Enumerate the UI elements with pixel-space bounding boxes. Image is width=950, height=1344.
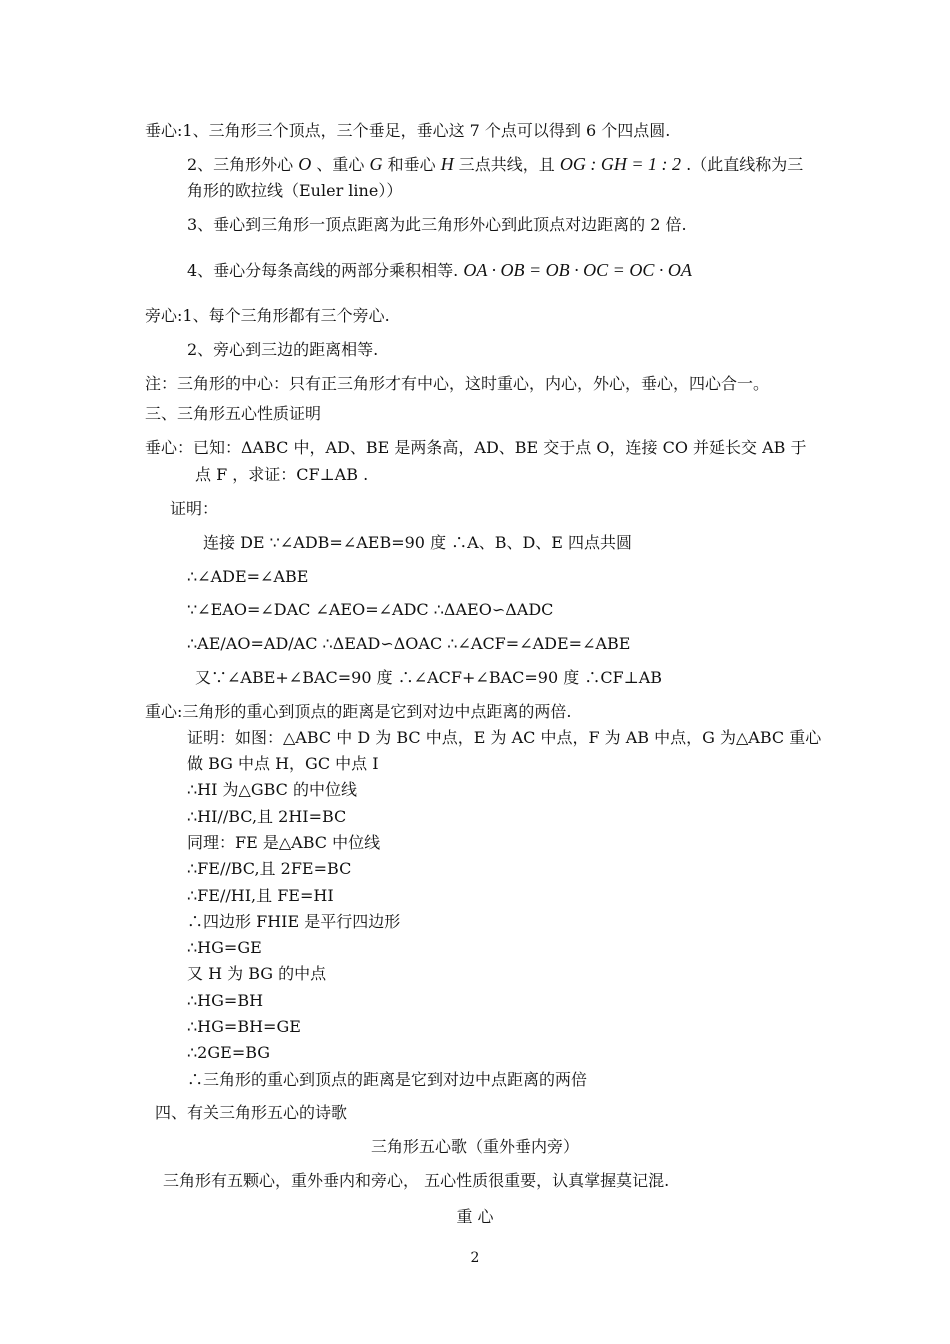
centroid-line: 做 BG 中点 H，GC 中点 I bbox=[187, 754, 379, 773]
var-O: O bbox=[298, 154, 312, 174]
centroid-line: ∴HG=BH bbox=[187, 991, 264, 1010]
centroid-line: ∴2GE=BG bbox=[187, 1043, 271, 1062]
poem-intro: 三角形有五颗心，重外垂内和旁心， 五心性质很重要，认真掌握莫记混. bbox=[163, 1171, 670, 1190]
proof-step-3: ∵∠EAO=∠DAC ∠AEO=∠ADC ∴ΔAEO∽ΔADC bbox=[187, 600, 554, 619]
centroid-line: ∴HG=BH=GE bbox=[187, 1017, 301, 1036]
poem-subtitle: 重 心 bbox=[456, 1207, 494, 1226]
centroid-line: 同理：FE 是△ABC 中位线 bbox=[187, 833, 381, 852]
section-4-title: 四、有关三角形五心的诗歌 bbox=[155, 1103, 348, 1122]
product-equation: OA · OB = OB · OC = OC · OA bbox=[463, 260, 692, 280]
centroid-line: ∴HI 为△GBC 的中位线 bbox=[187, 780, 358, 799]
centroid-title: 重心:三角形的重心到顶点的距离是它到对边中点距离的两倍. bbox=[145, 702, 572, 721]
orthocenter-prop-2-cont: 角形的欧拉线（Euler line）） bbox=[187, 181, 403, 200]
proof-step-2: ∴∠ADE=∠ABE bbox=[187, 567, 309, 586]
centroid-line: ∴HG=GE bbox=[187, 938, 262, 957]
centroid-line: ∴三角形的重心到顶点的距离是它到对边中点距离的两倍 bbox=[187, 1070, 588, 1089]
var-H: H bbox=[440, 154, 454, 174]
prop2-text-d: 三点共线，且 bbox=[458, 155, 555, 174]
centroid-line: ∴四边形 FHIE 是平行四边形 bbox=[187, 912, 401, 931]
ratio-formula: OG : GH = 1 : 2 bbox=[559, 154, 682, 174]
ortho-given-2: 点 F ，求证：CF⊥AB . bbox=[195, 465, 369, 484]
orthocenter-prop-4 bbox=[187, 259, 692, 282]
excenter-prop-2: 2、旁心到三边的距离相等. bbox=[187, 340, 379, 359]
centroid-line: ∴FE//HI,且 FE=HI bbox=[187, 886, 334, 905]
prop2-text-e: .（此直线称为三 bbox=[686, 155, 804, 174]
page-number: 2 bbox=[470, 1250, 480, 1266]
orthocenter-prop-3: 3、垂心到三角形一顶点距离为此三角形外心到此顶点对边距离的 2 倍. bbox=[187, 215, 687, 234]
prop4-text: 4、垂心分每条高线的两部分乘积相等. bbox=[187, 261, 459, 280]
proof-label: 证明： bbox=[170, 499, 219, 518]
centroid-line: ∴FE//BC,且 2FE=BC bbox=[187, 859, 352, 878]
note-center: 注：三角形的中心：只有正三角形才有中心，这时重心，内心，外心，垂心，四心合一。 bbox=[145, 374, 770, 393]
orthocenter-prop-2 bbox=[187, 153, 803, 176]
excenter-prop-1: 旁心:1、每个三角形都有三个旁心. bbox=[145, 306, 390, 325]
centroid-line: 证明：如图：△ABC 中 D 为 BC 中点，E 为 AC 中点，F 为 AB 中点，G 为△ABC 重心 bbox=[187, 728, 822, 747]
proof-step-1: 连接 DE ∵∠ADB=∠AEB=90 度 ∴A、B、D、E 四点共圆 bbox=[203, 533, 633, 552]
prop2-text-b: 、重心 bbox=[316, 155, 365, 174]
prop2-text-c: 和垂心 bbox=[387, 155, 436, 174]
section-3-title: 三、三角形五心性质证明 bbox=[145, 404, 322, 423]
centroid-line: ∴HI//BC,且 2HI=BC bbox=[187, 807, 347, 826]
proof-step-5: 又∵∠ABE+∠BAC=90 度 ∴∠ACF+∠BAC=90 度 ∴CF⊥AB bbox=[195, 668, 663, 687]
orthocenter-prop-1: 垂心:1、三角形三个顶点，三个垂足，垂心这 7 个点可以得到 6 个四点圆. bbox=[145, 121, 671, 140]
prop2-text-a: 2、三角形外心 bbox=[187, 155, 294, 174]
proof-step-4: ∴AE/AO=AD/AC ∴ΔEAD∽ΔOAC ∴∠ACF=∠ADE=∠ABE bbox=[187, 634, 631, 653]
var-G: G bbox=[369, 154, 383, 174]
ortho-given-1: 垂心：已知：ΔABC 中，AD、BE 是两条高，AD、BE 交于点 O，连接 CO 并延长交 AB 于 bbox=[145, 438, 807, 457]
poem-title: 三角形五心歌（重外垂内旁） bbox=[370, 1137, 579, 1156]
centroid-line: 又 H 为 BG 的中点 bbox=[187, 964, 327, 983]
